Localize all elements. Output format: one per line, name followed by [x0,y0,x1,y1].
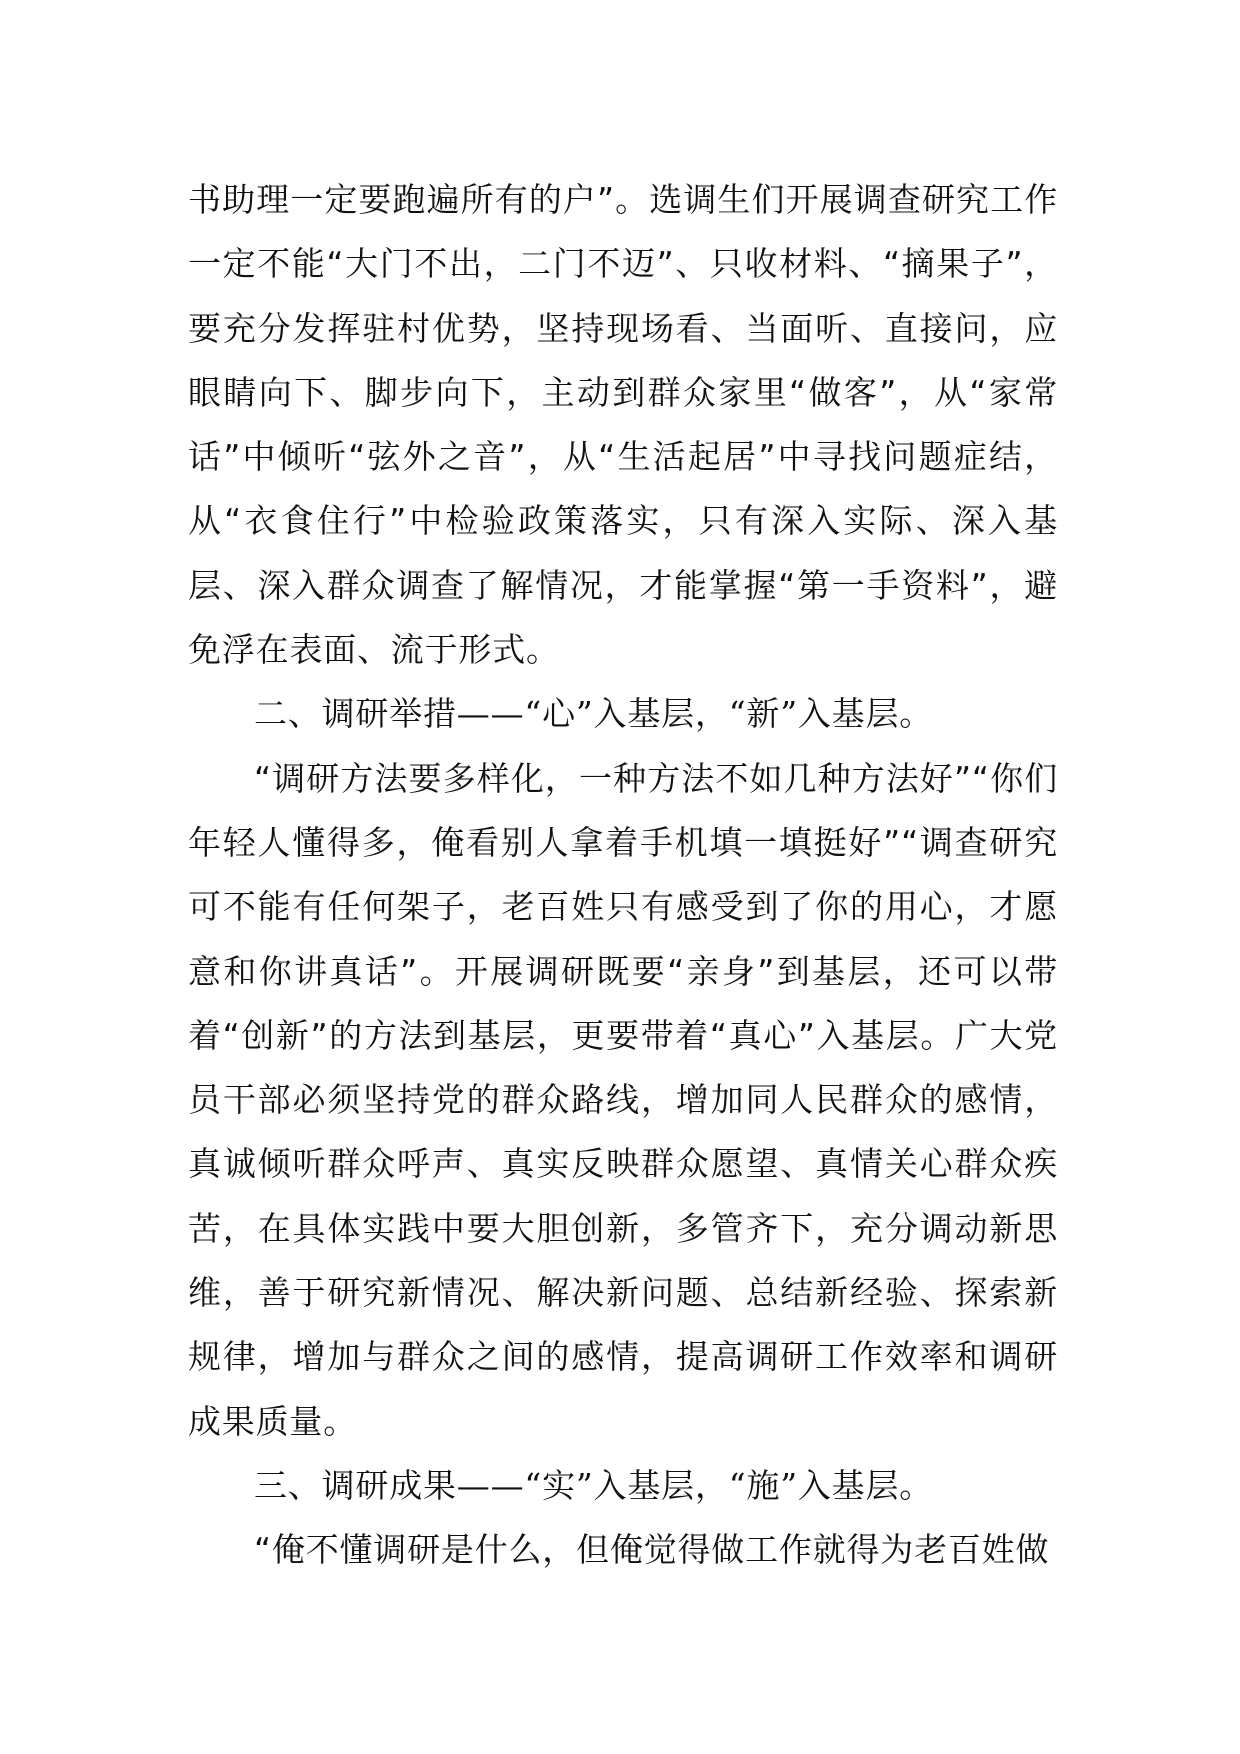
document-body [188,168,1058,1583]
section-heading-3: 三、调研成果——“实”入基层，“施”入基层。 [254,1465,934,1505]
section-heading-2: 二、调研举措——“心”入基层，“新”入基层。 [254,694,934,734]
body-paragraph-3: “俺不懂调研是什么，但俺觉得做工作就得为老百姓做 [254,1530,1050,1570]
body-paragraph-1: 书助理一定要跑遍所有的户”。选调生们开展调查研究工作一定不能“大门不出，二门不迈”、只收材料、“摘果子”，要充分发挥驻村优势，坚持现场看、当面听、直接问，应眼睛向下、脚步向下，主动到群众家里“做客”，从“家常话”中倾听“弦外之音”，从“生活起居”中寻找问题症结，从“衣食住行”中检验政策落实，只有深入实际、深入基层、深入群众调查了解情况，才能掌握“第一手资料”，避免浮在表面、流于形式。 [188,180,1058,670]
body-paragraph-2: “调研方法要多样化，一种方法不如几种方法好”“你们年轻人懂得多，俺看别人拿着手机填一填挺好”“调查研究可不能有任何架子，老百姓只有感受到了你的用心，才愿意和你讲真话”。开展调研既要“亲身”到基层，还可以带着“创新”的方法到基层，更要带着“真心”入基层。广大党员干部必须坚持党的群众路线，增加同人民群众的感情，真诚倾听群众呼声、真实反映群众愿望、真情关心群众疾苦，在具体实践中要大胆创新，多管齐下，充分调动新思维，善于研究新情况、解决新问题、总结新经验、探索新规律，增加与群众之间的感情，提高调研工作效率和调研成果质量。 [188,758,1058,1441]
